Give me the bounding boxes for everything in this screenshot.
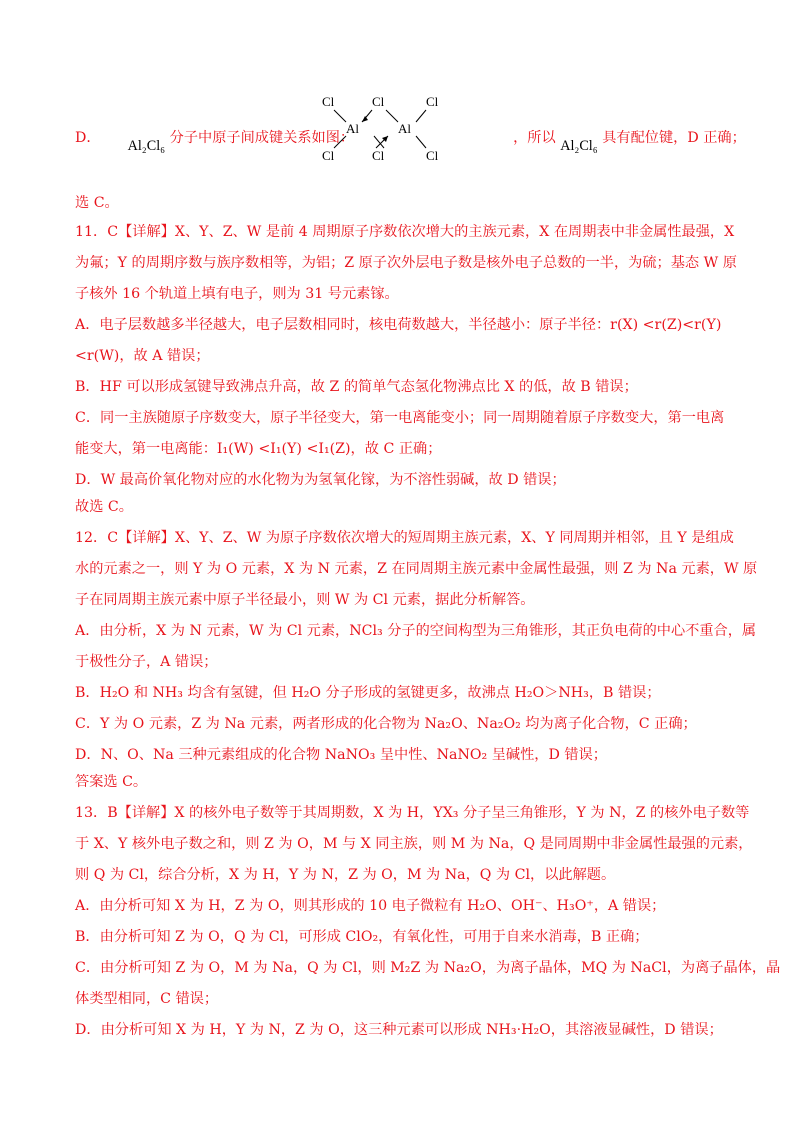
text-line: 故选 C。 (75, 499, 133, 515)
text-line: 于 X、Y 核外电子数之和，则 Z 为 O，M 与 X 同主族，则 M 为 Na，Q 是同周期中非金属性最强的元素， (75, 836, 753, 852)
text-line: D．由分析可知 X 为 H，Y 为 N，Z 为 O，这三种元素可以形成 NH₃·H₂O，其溶液显碱性，D 错误； (75, 1022, 723, 1038)
text-line: B．由分析可知 Z 为 O，Q 为 Cl，可形成 ClO₂，有氧化性，可用于自来水消毒，B 正确； (75, 929, 649, 945)
d-text3: 具有配位键，D 正确； (602, 130, 746, 146)
text-line: 子核外 16 个轨道上填有电子，则为 31 号元素镓。 (75, 286, 399, 302)
text-line: 于极性分子，A 错误； (75, 654, 218, 670)
atom-cl-4: Cl (322, 148, 335, 163)
d-text1: 分子中原子间成键关系如图： (169, 130, 355, 146)
text-line: 选 C。 (75, 195, 119, 211)
text-line: B．HF 可以形成氢键导致沸点升高，故 Z 的简单气态氢化物沸点比 X 的低，故 B 错误； (75, 379, 638, 395)
atom-cl-5: Cl (372, 148, 385, 163)
text-line: 答案选 C。 (75, 774, 148, 790)
atom-al-1: Al (346, 121, 359, 136)
atom-cl-2: Cl (372, 94, 385, 109)
atom-al-2: Al (398, 121, 411, 136)
text-line: C．Y 为 O 元素，Z 为 Na 元素，两者形成的化合物为 Na₂O、Na₂O₂ 均为离子化合物，C 正确； (75, 716, 697, 732)
text-line: 为氟；Y 的周期序数与族序数相等，为铝；Z 原子次外层电子数是核外电子总数的一半，为硫；基态 W 原 (75, 255, 737, 271)
text-line: 则 Q 为 Cl，综合分析，X 为 H，Y 为 N，Z 为 O，M 为 Na，Q 为 Cl，以此解题。 (75, 867, 616, 883)
text-line: A．由分析可知 X 为 H，Z 为 O，则其形成的 10 电子微粒有 H₂O、OH⁻、H₃O⁺，A 错误； (75, 898, 666, 914)
text-line: B．H₂O 和 NH₃ 均含有氢键，但 H₂O 分子形成的氢键更多，故沸点 H₂O＞NH₃，B 错误； (75, 685, 661, 701)
text-line: 水的元素之一，则 Y 为 O 元素，X 为 N 元素，Z 在同周期主族元素中金属性最强，则 Z 为 Na 元素，W 原 (75, 561, 758, 577)
atom-cl-3: Cl (426, 94, 439, 109)
al2cl6-structure (310, 90, 460, 170)
text-line: D．N、O、Na 三种元素组成的化合物 NaNO₃ 呈中性、NaNO₂ 呈碱性，D 错误； (75, 747, 607, 763)
formula-al2cl6-2: Al₂Cl₆ (560, 138, 598, 154)
text-line: A．电子层数越多半径越大，电子层数相同时，核电荷数越大，半径越小：原子半径：r(X) <r(Z)<r(Y) (75, 317, 722, 333)
text-line: 子在同周期主族元素中原子半径最小，则 W 为 Cl 元素，据此分析解答。 (75, 592, 535, 608)
coordinate-arrow-1 (362, 116, 368, 122)
text-line: 能变大，第一电离能：I₁(W) <I₁(Y) <I₁(Z)，故 C 正确； (75, 441, 442, 457)
text-line: 12．C【详解】X、Y、Z、W 为原子序数依次增大的短周期主族元素，X、Y 同周期并相邻，且 Y 是组成 (75, 530, 734, 546)
text-line: 11．C【详解】X、Y、Z、W 是前 4 周期原子序数依次增大的主族元素，X 在周期表中非金属性最强，X (75, 224, 735, 240)
text-line: 体类型相同，C 错误； (75, 991, 219, 1007)
text-line: A．由分析，X 为 N 元素，W 为 Cl 元素，NCl₃ 分子的空间构型为三角锥形，其正负电荷的中心不重合，属 (75, 623, 757, 639)
text-line: D．W 最高价氧化物对应的水化物为为氢氧化镓，为不溶性弱碱，故 D 错误； (75, 472, 566, 488)
atom-cl-1: Cl (322, 94, 335, 109)
d-text2: ，所以 (513, 130, 556, 146)
text-line: C．同一主族随原子序数变大，原子半径变大，第一电离能变小；同一周期随着原子序数变大，第一电离 (75, 410, 725, 426)
text-line: C．由分析可知 Z 为 O，M 为 Na，Q 为 Cl，则 M₂Z 为 Na₂O，为离子晶体，MQ 为 NaCl，为离子晶体，晶 (75, 960, 781, 976)
text-line: 13．B【详解】X 的核外电子数等于其周期数，X 为 H，YX₃ 分子呈三角锥形，Y 为 N，Z 的核外电子数等 (75, 805, 750, 821)
formula-al2cl6: Al₂Cl₆ (127, 138, 166, 154)
atom-cl-6: Cl (426, 148, 439, 163)
d-label: D． (75, 130, 101, 146)
text-line: <r(W)，故 A 错误； (75, 348, 210, 364)
